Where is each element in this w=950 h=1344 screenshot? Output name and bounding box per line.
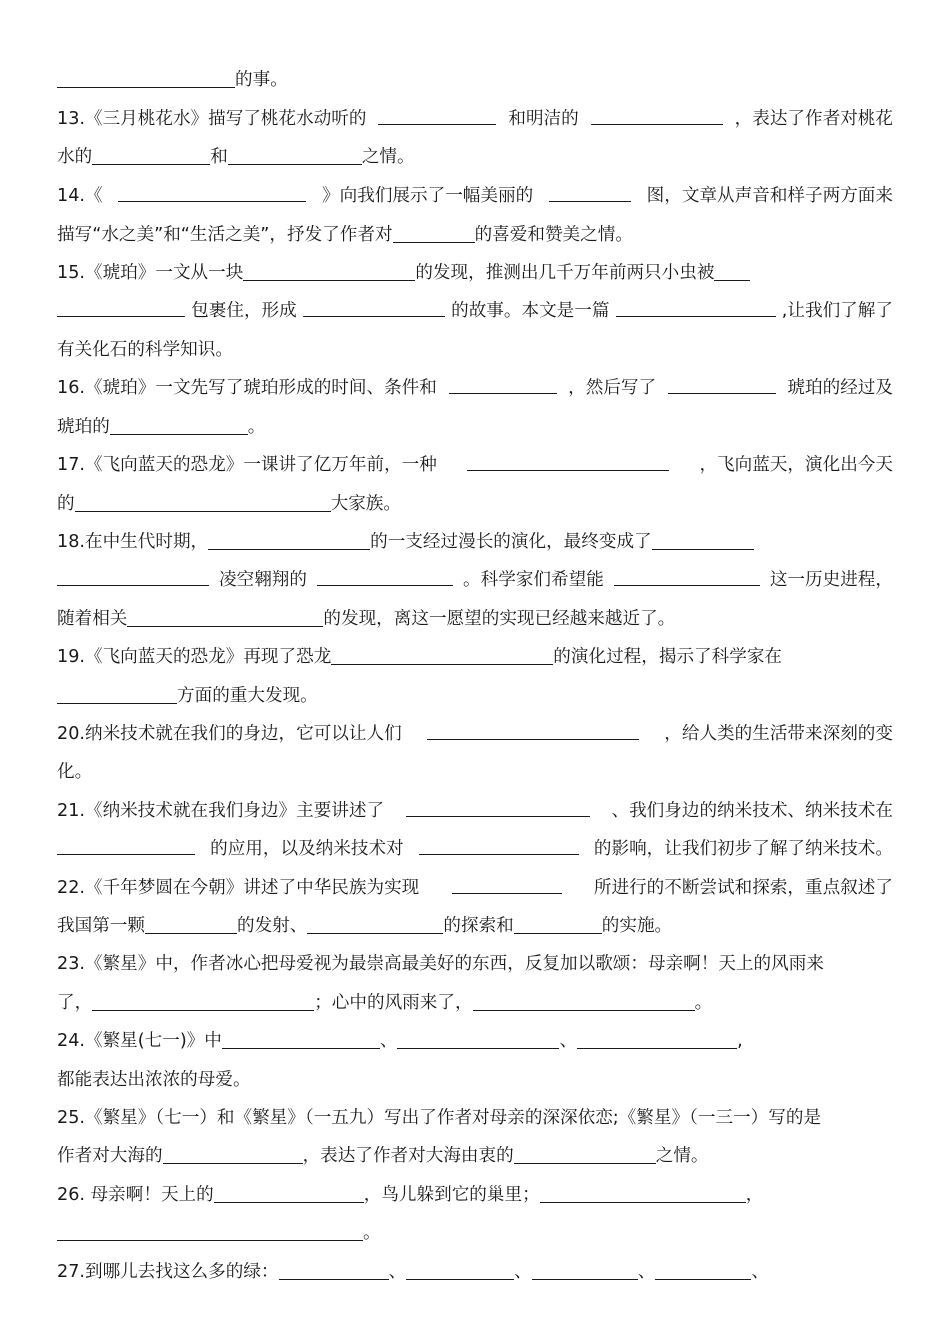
- q18-text: 的发现，离这一愿望的实现已经越来越近了。: [323, 609, 676, 629]
- q25-text: ，表达了作者对大海由衷的: [302, 1146, 514, 1166]
- answer-blank[interactable]: [514, 913, 602, 934]
- answer-blank[interactable]: [714, 260, 750, 281]
- q27-text: 、: [637, 1262, 656, 1282]
- q15-line-3: [57, 335, 233, 365]
- answer-blank[interactable]: [514, 1143, 656, 1164]
- q19-line-1: [57, 642, 782, 672]
- q23-text: ；心中的风雨来了，: [314, 993, 473, 1013]
- q22-line-1: [57, 873, 893, 903]
- q14-text: 14.《: [57, 186, 103, 206]
- answer-blank[interactable]: [214, 1182, 364, 1203]
- answer-blank[interactable]: [467, 450, 669, 471]
- q16-text: 琥珀的经过及: [787, 378, 893, 398]
- q16-line-2: [57, 412, 265, 442]
- answer-blank[interactable]: [57, 1220, 363, 1241]
- answer-blank[interactable]: [208, 529, 370, 550]
- q22-text: 的发射、: [236, 916, 308, 936]
- q14-text: 图，文章从声音和样子两方面来: [646, 186, 893, 206]
- q27-text: 、: [514, 1262, 532, 1282]
- q17-text: 的: [57, 494, 75, 514]
- q26-text: ，: [745, 1185, 764, 1205]
- q13-text: 和: [210, 147, 228, 167]
- q18-line-2: [57, 565, 893, 595]
- answer-blank[interactable]: [427, 719, 639, 740]
- answer-blank[interactable]: [652, 529, 754, 550]
- q15-text: 包裹住，形成: [191, 301, 297, 321]
- q20-line-2: [57, 757, 92, 787]
- answer-blank[interactable]: [577, 1028, 737, 1049]
- q25-text: 之情。: [655, 1146, 709, 1166]
- q18-text: 随着相关: [57, 609, 128, 629]
- q14-text: 》向我们展示了一幅美丽的: [322, 186, 534, 206]
- answer-blank[interactable]: [616, 296, 776, 317]
- q21-line-2: [57, 834, 893, 864]
- q19-text: 19.《飞向蓝天的恐龙》再现了恐龙: [57, 647, 332, 667]
- q22-text: 的实施。: [601, 916, 673, 936]
- answer-blank[interactable]: [419, 834, 579, 855]
- q23-text: 。: [694, 993, 713, 1013]
- q21-text: 21.《纳米技术就在我们身边》主要讲述了: [57, 801, 385, 821]
- q23-text: 23.《繁星》中，作者冰心把母爱视为最崇高最美好的东西，反复加以歌颂：母亲啊！天上的风雨来: [57, 954, 824, 974]
- q18-text: 这一历史进程，: [769, 570, 893, 590]
- answer-blank[interactable]: [449, 373, 557, 394]
- answer-blank[interactable]: [331, 644, 553, 665]
- answer-blank[interactable]: [163, 1143, 303, 1164]
- q15-text: 15.《琥珀》一文从一块: [57, 263, 244, 283]
- q18-line-1: [57, 527, 754, 557]
- q18-text: 的一支经过漫长的演化，最终变成了: [370, 532, 652, 552]
- q21-line-1: [57, 796, 893, 826]
- q25-line-1: [57, 1103, 821, 1133]
- answer-blank[interactable]: [228, 144, 362, 165]
- q27-text: 、: [751, 1262, 769, 1282]
- answer-blank[interactable]: [655, 1259, 751, 1280]
- q13-text: 之情。: [361, 147, 415, 167]
- q13-text: 13.《三月桃花水》描写了桃花水动听的: [57, 109, 367, 129]
- answer-blank[interactable]: [92, 144, 210, 165]
- q24-text: 都能表达出浓浓的母爱。: [57, 1070, 251, 1090]
- answer-blank[interactable]: [57, 67, 235, 88]
- answer-blank[interactable]: [549, 181, 631, 202]
- q17-line-1: [57, 450, 893, 480]
- q13-text: 水的: [57, 147, 93, 167]
- q24-line-2: [57, 1065, 251, 1095]
- q16-text: ，然后写了: [568, 378, 657, 398]
- answer-blank[interactable]: [614, 565, 760, 586]
- q15-text: 的发现，推测出几千万年前两只小虫被: [415, 263, 715, 283]
- q12-text: 的事。: [235, 70, 288, 90]
- q13-text: ，表达了作者对桃花: [734, 109, 893, 129]
- q20-line-1: [57, 719, 893, 749]
- q24-text: 、: [559, 1031, 578, 1051]
- q24-line-1: [57, 1026, 743, 1056]
- answer-blank[interactable]: [118, 181, 306, 202]
- answer-blank[interactable]: [317, 565, 453, 586]
- q20-text: ，给人类的生活带来深刻的变: [664, 724, 893, 744]
- q21-text: 的影响，让我们初步了解了纳米技术。: [593, 839, 893, 859]
- q15-text: ,让我们了解了: [781, 301, 893, 321]
- q13-line-1: [57, 104, 893, 134]
- q27-line-1: [57, 1257, 769, 1287]
- q26-line-2: [57, 1218, 381, 1248]
- q15-text: 有关化石的科学知识。: [57, 340, 233, 360]
- q19-text: 的演化过程，揭示了科学家在: [553, 647, 783, 667]
- answer-blank[interactable]: [57, 565, 209, 586]
- q12-line: [57, 65, 288, 95]
- answer-blank[interactable]: [591, 104, 723, 125]
- q18-text: 。科学家们希望能: [463, 570, 604, 590]
- q24-text: ,: [737, 1031, 743, 1051]
- q26-text: 26. 母亲啊！天上的: [57, 1185, 214, 1205]
- answer-blank[interactable]: [222, 1028, 380, 1049]
- answer-blank[interactable]: [57, 683, 177, 704]
- q19-text: 方面的重大发现。: [177, 686, 318, 706]
- q15-line-2: [57, 296, 893, 326]
- q14-text: 描写“水之美”和“生活之美”，抒发了作者对: [57, 225, 393, 245]
- q18-text: 18.在中生代时期，: [57, 532, 209, 552]
- q16-text: 16.《琥珀》一文先写了琥珀形成的时间、条件和: [57, 378, 437, 398]
- q25-text: 25.《繁星》（七一）和《繁星》（一五九）写出了作者对母亲的深深依恋;《繁星》（一三一）写的是: [57, 1108, 822, 1128]
- answer-blank[interactable]: [307, 913, 443, 934]
- q16-line-1: [57, 373, 893, 403]
- q16-text: 。: [247, 417, 266, 437]
- answer-blank[interactable]: [110, 414, 248, 435]
- q24-text: 、: [379, 1031, 398, 1051]
- answer-blank[interactable]: [473, 990, 695, 1011]
- q17-line-2: [57, 489, 401, 519]
- answer-blank[interactable]: [668, 373, 776, 394]
- q13-text: 和明洁的: [508, 109, 579, 129]
- q14-text: 的喜爱和赞美之情。: [474, 225, 633, 245]
- q23-line-2: [57, 988, 712, 1018]
- answer-blank[interactable]: [279, 1259, 389, 1280]
- answer-blank[interactable]: [127, 606, 323, 627]
- q22-text: 我国第一颗: [57, 916, 145, 936]
- q18-line-3: [57, 604, 675, 634]
- q13-line-2: [57, 142, 415, 172]
- answer-blank[interactable]: [57, 834, 195, 855]
- q19-line-2: [57, 681, 318, 711]
- answer-blank[interactable]: [57, 296, 185, 317]
- q15-line-1: [57, 258, 750, 288]
- q16-text: 琥珀的: [57, 417, 110, 437]
- answer-blank[interactable]: [243, 260, 415, 281]
- q22-line-2: [57, 911, 672, 941]
- q23-line-1: [57, 949, 824, 979]
- answer-blank[interactable]: [393, 222, 475, 243]
- q25-line-2: [57, 1141, 709, 1171]
- q25-text: 作者对大海的: [57, 1146, 163, 1166]
- q27-text: 27.到哪儿去找这么多的绿：: [57, 1262, 279, 1282]
- answer-blank[interactable]: [303, 296, 445, 317]
- answer-blank[interactable]: [397, 1028, 559, 1049]
- answer-blank[interactable]: [406, 796, 590, 817]
- answer-blank[interactable]: [540, 1182, 746, 1203]
- q18-text: 凌空翱翔的: [219, 570, 307, 590]
- q22-text: 22.《千年梦圆在今朝》讲述了中华民族为实现: [57, 878, 420, 898]
- q23-text: 了，: [57, 993, 93, 1013]
- answer-blank[interactable]: [75, 491, 331, 512]
- q20-text: 20.纳米技术就在我们的身边，它可以让人们: [57, 724, 402, 744]
- answer-blank[interactable]: [452, 873, 562, 894]
- q20-text: 化。: [57, 762, 93, 782]
- q17-text: 17.《飞向蓝天的恐龙》一课讲了亿万年前，一种: [57, 455, 437, 475]
- q24-text: 24.《繁星(七一)》中: [57, 1031, 222, 1051]
- answer-blank[interactable]: [532, 1259, 638, 1280]
- q21-text: 、我们身边的纳米技术、纳米技术在: [611, 801, 893, 821]
- q27-text: 、: [388, 1262, 407, 1282]
- q22-text: 的探索和: [443, 916, 514, 936]
- q26-line-1: [57, 1180, 763, 1210]
- answer-blank[interactable]: [406, 1259, 514, 1280]
- answer-blank[interactable]: [92, 990, 314, 1011]
- q15-text: 的故事。本文是一篇: [451, 301, 610, 321]
- answer-blank[interactable]: [145, 913, 237, 934]
- answer-blank[interactable]: [378, 104, 496, 125]
- q26-text: 。: [363, 1223, 381, 1243]
- q26-text: ，鸟儿躲到它的巢里；: [363, 1185, 540, 1205]
- q14-line-1: [57, 181, 893, 211]
- q14-line-2: [57, 220, 633, 250]
- q22-text: 所进行的不断尝试和探索，重点叙述了: [593, 878, 893, 898]
- q17-text: 大家族。: [330, 494, 401, 514]
- q21-text: 的应用，以及纳米技术对: [210, 839, 404, 859]
- q17-text: ，飞向蓝天，演化出今天: [699, 455, 893, 475]
